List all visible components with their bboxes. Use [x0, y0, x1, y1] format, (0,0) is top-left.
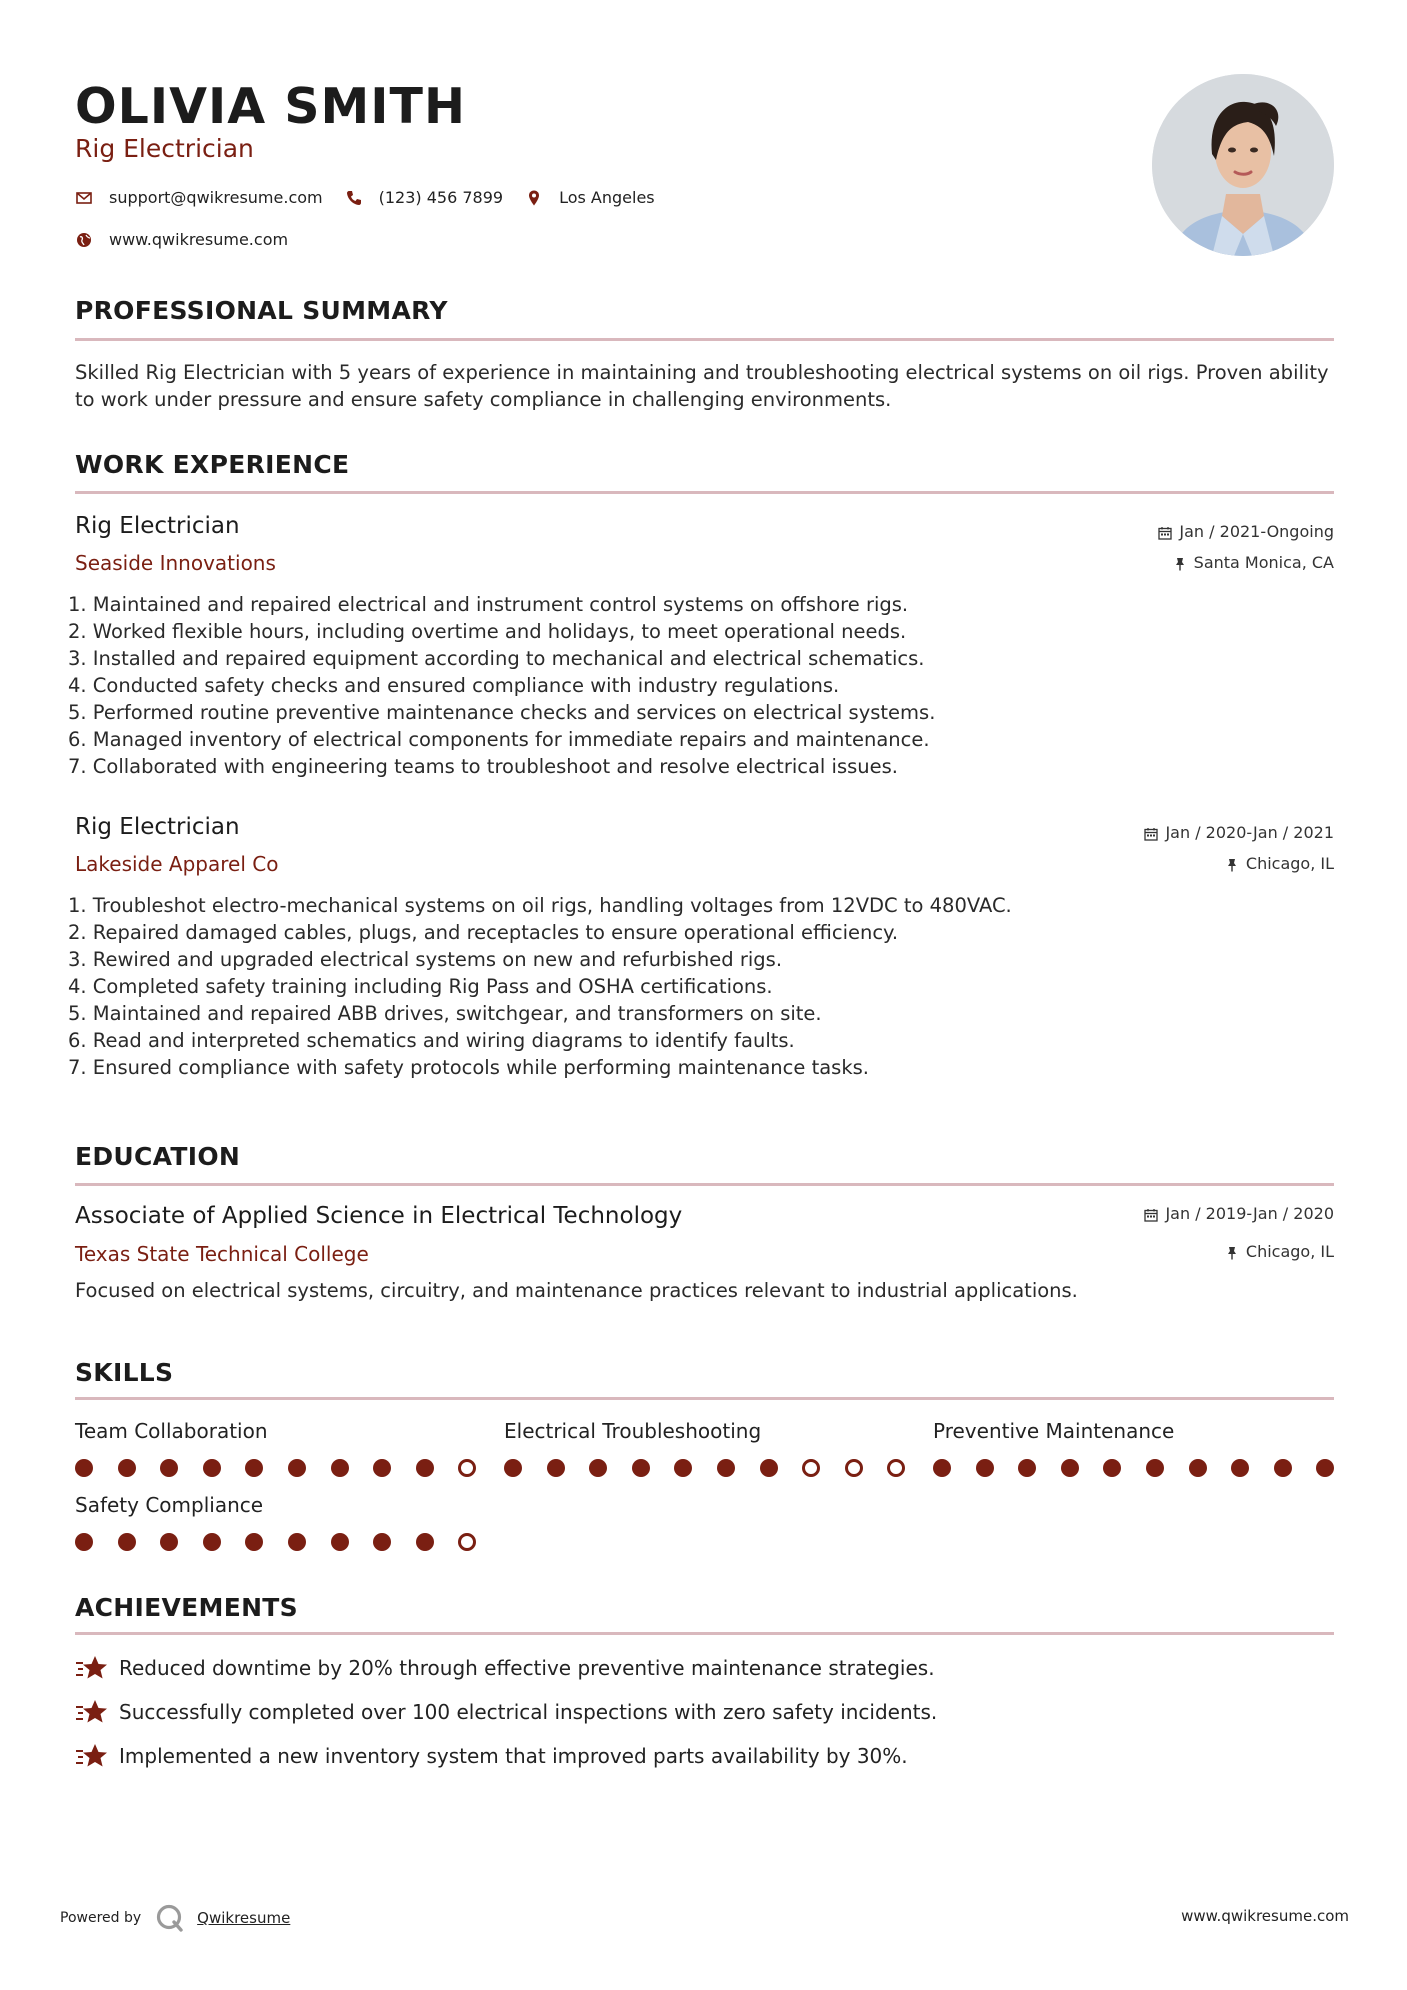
skill-dot-filled: [1316, 1459, 1334, 1477]
job-1-title: Rig Electrician: [75, 513, 240, 539]
experience-divider: [75, 491, 1334, 494]
skill-dot-filled: [547, 1459, 565, 1477]
skill-rating: [75, 1533, 476, 1551]
job-1-location: [1173, 553, 1334, 572]
achievement-text: Reduced downtime by 20% through effective preventive maintenance strategies.: [119, 1656, 935, 1680]
education-location: [1225, 1242, 1334, 1261]
list-item: 5. Maintained and repaired ABB drives, switchgear, and transformers on site.: [68, 1002, 822, 1025]
skill-dot-empty: [845, 1459, 863, 1477]
skill-dot-filled: [1274, 1459, 1292, 1477]
skill-dot-filled: [331, 1459, 349, 1477]
skill-rating: [933, 1459, 1334, 1477]
job-2-title: Rig Electrician: [75, 814, 240, 840]
job-2-location-text: Chicago, IL: [1245, 854, 1334, 873]
education-location-text: Chicago, IL: [1245, 1242, 1334, 1261]
skill-dot-empty: [458, 1459, 476, 1477]
skill-dot-filled: [288, 1533, 306, 1551]
skill-dot-filled: [976, 1459, 994, 1477]
job-2-company: Lakeside Apparel Co: [75, 852, 279, 876]
summary-heading: PROFESSIONAL SUMMARY: [75, 296, 448, 325]
achievement-text: Successfully completed over 100 electrical inspections with zero safety incidents.: [119, 1700, 938, 1724]
summary-text: Skilled Rig Electrician with 5 years of experience in maintaining and troubleshooting electrical systems on oil rigs. Proven ability to work under pressure and ensure safety compliance in challenging environments.: [75, 361, 1329, 411]
skill-dot-filled: [75, 1533, 93, 1551]
footer-powered-by: [60, 1903, 290, 1933]
skill-dot-filled: [331, 1533, 349, 1551]
skill-dot-filled: [160, 1459, 178, 1477]
location-text: Los Angeles: [559, 188, 655, 207]
contact-row-primary: [75, 188, 677, 207]
contact-row-secondary: [75, 230, 310, 249]
achievements-heading: ACHIEVEMENTS: [75, 1593, 298, 1622]
job-1-company: Seaside Innovations: [75, 551, 276, 575]
job-2-bullets: [68, 892, 1328, 1081]
star-award-icon: [75, 1698, 108, 1726]
education-description: Focused on electrical systems, circuitry, and maintenance practices relevant to industrial applications.: [75, 1279, 1078, 1302]
qwikresume-logo-icon: [155, 1903, 185, 1933]
skill-dot-filled: [245, 1459, 263, 1477]
skill-dot-empty: [458, 1533, 476, 1551]
profile-photo: [1152, 74, 1334, 256]
candidate-title: Rig Electrician: [75, 134, 254, 163]
skill-dot-filled: [416, 1459, 434, 1477]
education-dates: [1144, 1204, 1334, 1223]
skill-preventive-maintenance: [933, 1419, 1334, 1477]
skill-dot-filled: [1146, 1459, 1164, 1477]
list-item: 5. Performed routine preventive maintenance checks and services on electrical systems.: [68, 701, 936, 724]
pushpin-icon: [1225, 857, 1239, 871]
pushpin-icon: [1225, 1245, 1239, 1259]
skill-name: Electrical Troubleshooting: [504, 1419, 762, 1443]
list-item: 2. Worked flexible hours, including overtime and holidays, to meet operational needs.: [68, 620, 907, 643]
achievement-item: [75, 1742, 908, 1770]
list-item: 6. Managed inventory of electrical components for immediate repairs and maintenance.: [68, 728, 930, 751]
skill-dot-empty: [802, 1459, 820, 1477]
footer-website-link[interactable]: www.qwikresume.com: [1181, 1907, 1349, 1925]
skill-dot-filled: [203, 1533, 221, 1551]
skill-dot-filled: [245, 1533, 263, 1551]
skill-safety-compliance: [75, 1493, 476, 1551]
skill-dot-filled: [1189, 1459, 1207, 1477]
skills-divider: [75, 1397, 1334, 1400]
skill-dot-filled: [118, 1459, 136, 1477]
skill-dot-filled: [416, 1533, 434, 1551]
globe-icon: [75, 231, 93, 249]
list-item: 1. Troubleshot electro-mechanical systems on oil rigs, handling voltages from 12VDC to 480VAC.: [68, 894, 1012, 917]
powered-by-label: Powered by: [60, 1910, 142, 1926]
skill-dot-filled: [75, 1459, 93, 1477]
star-award-icon: [75, 1654, 108, 1682]
job-1-dates-text: Jan / 2021-Ongoing: [1179, 522, 1334, 541]
education-heading: EDUCATION: [75, 1142, 241, 1171]
pushpin-icon: [1173, 556, 1187, 570]
skill-name: Team Collaboration: [75, 1419, 268, 1443]
skill-dot-filled: [373, 1533, 391, 1551]
qwikresume-brand-link[interactable]: Qwikresume: [197, 1909, 291, 1927]
job-1-dates: [1158, 522, 1334, 541]
email-link[interactable]: support@qwikresume.com: [109, 188, 323, 207]
skill-dot-filled: [632, 1459, 650, 1477]
summary-divider: [75, 338, 1334, 341]
job-1-location-text: Santa Monica, CA: [1193, 553, 1334, 572]
experience-heading: WORK EXPERIENCE: [75, 450, 350, 479]
skill-dot-filled: [118, 1533, 136, 1551]
job-2-location: [1225, 854, 1334, 873]
skill-rating: [504, 1459, 905, 1477]
job-2-dates: [1144, 823, 1334, 842]
skill-electrical-troubleshooting: [504, 1419, 905, 1477]
skill-dot-filled: [504, 1459, 522, 1477]
skill-dot-filled: [589, 1459, 607, 1477]
star-award-icon: [75, 1742, 108, 1770]
skill-dot-filled: [674, 1459, 692, 1477]
calendar-icon: [1144, 1207, 1158, 1221]
skill-name: Preventive Maintenance: [933, 1419, 1175, 1443]
candidate-name: OLIVIA SMITH: [75, 78, 466, 135]
skill-dot-filled: [203, 1459, 221, 1477]
skill-dot-filled: [933, 1459, 951, 1477]
list-item: 7. Collaborated with engineering teams to troubleshoot and resolve electrical issues.: [68, 755, 898, 778]
skill-dot-filled: [288, 1459, 306, 1477]
skill-dot-filled: [1103, 1459, 1121, 1477]
calendar-icon: [1158, 525, 1172, 539]
list-item: 3. Rewired and upgraded electrical systems on new and refurbished rigs.: [68, 948, 783, 971]
skill-dot-filled: [760, 1459, 778, 1477]
skill-team-collaboration: [75, 1419, 476, 1477]
website-link[interactable]: www.qwikresume.com: [109, 230, 289, 249]
achievement-item: [75, 1698, 937, 1726]
skill-dot-filled: [717, 1459, 735, 1477]
list-item: 6. Read and interpreted schematics and wiring diagrams to identify faults.: [68, 1029, 795, 1052]
skill-dot-empty: [887, 1459, 905, 1477]
education-school: Texas State Technical College: [75, 1242, 369, 1266]
phone-icon: [345, 189, 363, 207]
list-item: 2. Repaired damaged cables, plugs, and receptacles to ensure operational efficiency.: [68, 921, 899, 944]
phone-number[interactable]: (123) 456 7899: [378, 188, 504, 207]
calendar-icon: [1144, 826, 1158, 840]
achievement-text: Implemented a new inventory system that improved parts availability by 30%.: [119, 1744, 908, 1768]
education-dates-text: Jan / 2019-Jan / 2020: [1165, 1204, 1334, 1223]
skill-dot-filled: [160, 1533, 178, 1551]
list-item: 4. Completed safety training including Rig Pass and OSHA certifications.: [68, 975, 773, 998]
skills-heading: SKILLS: [75, 1358, 174, 1387]
list-item: 1. Maintained and repaired electrical and instrument control systems on offshore rigs.: [68, 593, 909, 616]
skill-dot-filled: [373, 1459, 391, 1477]
list-item: 3. Installed and repaired equipment according to mechanical and electrical schematics.: [68, 647, 925, 670]
list-item: 4. Conducted safety checks and ensured compliance with industry regulations.: [68, 674, 840, 697]
skill-rating: [75, 1459, 476, 1477]
list-item: 7. Ensured compliance with safety protocols while performing maintenance tasks.: [68, 1056, 869, 1079]
skill-name: Safety Compliance: [75, 1493, 264, 1517]
skill-dot-filled: [1018, 1459, 1036, 1477]
education-divider: [75, 1183, 1334, 1186]
envelope-icon: [75, 189, 93, 207]
job-2-dates-text: Jan / 2020-Jan / 2021: [1165, 823, 1334, 842]
skill-dot-filled: [1061, 1459, 1079, 1477]
skill-dot-filled: [1231, 1459, 1249, 1477]
achievement-item: [75, 1654, 935, 1682]
map-pin-icon: [525, 189, 543, 207]
education-degree: Associate of Applied Science in Electrical Technology: [75, 1203, 683, 1229]
achievements-divider: [75, 1632, 1334, 1635]
job-1-bullets: [68, 591, 1328, 780]
